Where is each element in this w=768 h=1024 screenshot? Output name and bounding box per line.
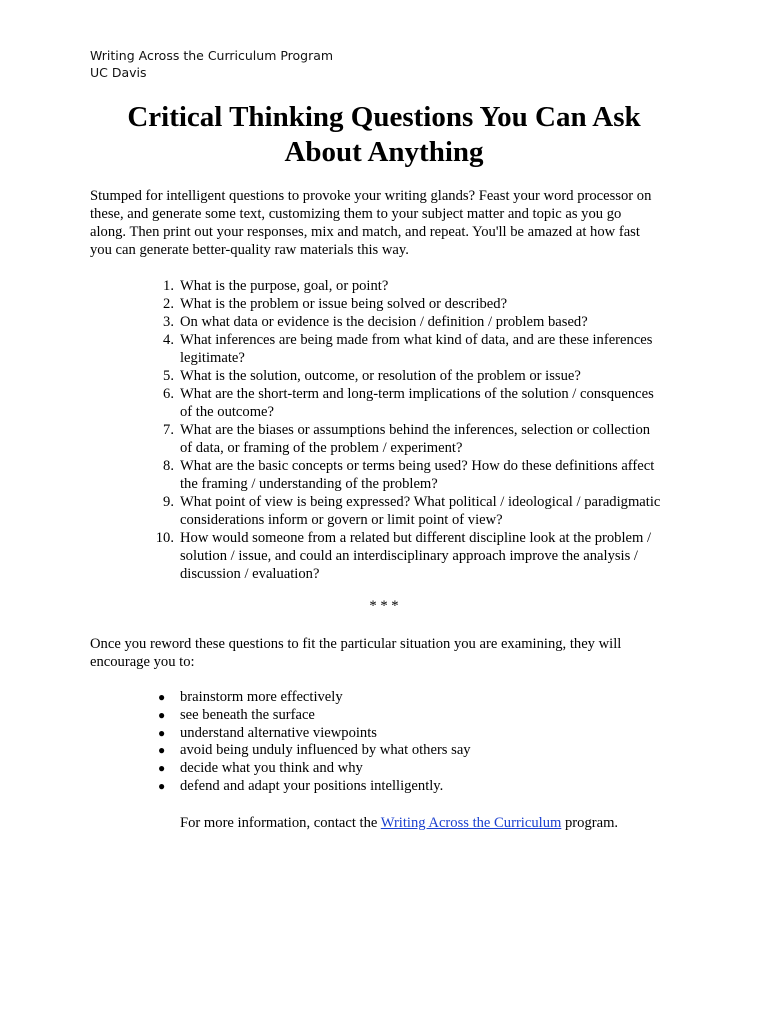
- question-number: 4.: [163, 332, 174, 348]
- document-header: [90, 47, 333, 81]
- question-item: [140, 457, 700, 493]
- question-item: [140, 421, 700, 457]
- question-item: [140, 313, 700, 331]
- question-text: What are the basic concepts or terms being used? How do these definitions affect the framing / understanding of the problem?: [180, 458, 655, 492]
- question-number: 1.: [163, 278, 174, 294]
- benefit-item: [158, 707, 678, 725]
- question-item: [140, 331, 700, 367]
- question-text: What point of view is being expressed? What political / ideological / paradigmatic considerations inform or govern or limit point of view?: [180, 494, 661, 528]
- benefit-item: [158, 725, 678, 743]
- intro-paragraph: Stumped for intelligent questions to provoke your writing glands? Feast your word processor on these, and generate some text, customizing them to your subject matter and topic as you go along. Then print out your responses, mix and match, and repeat. You'll be amazed at how fast you can generate better-quality raw materials this way.: [90, 188, 652, 258]
- benefit-item: [158, 760, 678, 778]
- contact-prefix: For more information, contact the: [180, 815, 381, 831]
- header-institution: UC Davis: [90, 65, 147, 80]
- question-number: 5.: [163, 368, 174, 384]
- question-item: [140, 493, 700, 529]
- benefits-list: [158, 689, 678, 796]
- question-number: 8.: [163, 458, 174, 474]
- wac-program-link[interactable]: Writing Across the Curriculum: [380, 815, 562, 831]
- bullet-icon: ●: [158, 761, 166, 776]
- question-text: On what data or evidence is the decision / definition / problem based?: [180, 314, 588, 330]
- section-separator: * * *: [369, 598, 399, 614]
- question-number: 9.: [163, 494, 174, 510]
- document-title: Critical Thinking Questions You Can Ask About Anything: [127, 101, 641, 168]
- benefit-item: [158, 689, 678, 707]
- question-number: 7.: [163, 422, 174, 438]
- question-number: 2.: [163, 296, 174, 312]
- question-number: 10.: [155, 530, 174, 546]
- question-item: [140, 385, 700, 421]
- question-text: What is the problem or issue being solved or described?: [180, 296, 508, 312]
- benefit-item: [158, 742, 678, 760]
- question-text: What is the solution, outcome, or resolution of the problem or issue?: [180, 368, 581, 384]
- benefit-text: avoid being unduly influenced by what others say: [180, 742, 471, 759]
- header-program-name: Writing Across the Curriculum Program: [90, 48, 334, 63]
- questions-list: [140, 277, 700, 583]
- question-item: [140, 295, 700, 313]
- question-number: 6.: [163, 386, 174, 402]
- question-text: How would someone from a related but different discipline look at the problem / solution / issue, and could an interdisciplinary approach improve the analysis / discussion / evaluation?: [180, 530, 652, 582]
- question-item: [140, 529, 700, 583]
- question-text: What inferences are being made from what kind of data, and are these inferences legitimate?: [180, 332, 653, 366]
- question-text: What are the short-term and long-term implications of the solution / consquences of the outcome?: [180, 386, 654, 420]
- contact-suffix: program.: [561, 815, 619, 831]
- question-text: What is the purpose, goal, or point?: [180, 278, 389, 294]
- benefit-text: defend and adapt your positions intelligently.: [180, 777, 444, 794]
- bullet-icon: ●: [158, 707, 166, 722]
- benefit-text: decide what you think and why: [180, 760, 363, 777]
- bullet-icon: ●: [158, 725, 166, 740]
- benefit-text: understand alternative viewpoints: [180, 724, 377, 741]
- question-item: [140, 277, 700, 295]
- question-item: [140, 367, 700, 385]
- benefit-item: [158, 778, 678, 796]
- bullet-icon: ●: [158, 690, 166, 704]
- question-text: What are the biases or assumptions behind the inferences, selection or collection of data, or framing of the problem / experiment?: [180, 422, 651, 456]
- contact-line: [180, 814, 700, 832]
- question-number: 3.: [163, 314, 174, 330]
- benefit-text: brainstorm more effectively: [180, 689, 343, 705]
- bullet-icon: ●: [158, 743, 166, 758]
- bullet-icon: ●: [158, 778, 166, 793]
- benefit-text: see beneath the surface: [180, 706, 315, 723]
- outro-paragraph: Once you reword these questions to fit the particular situation you are examining, they will encourage you to:: [90, 636, 622, 670]
